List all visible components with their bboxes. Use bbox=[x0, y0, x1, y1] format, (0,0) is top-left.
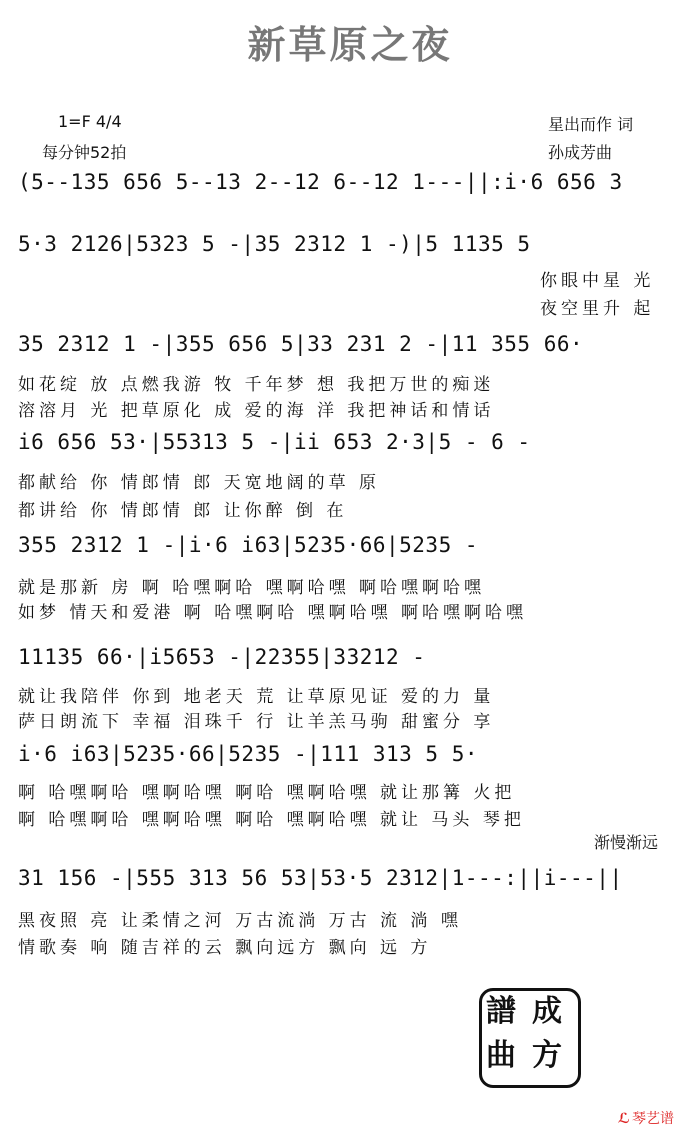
score-line-5: 355 2312 1 -|i·6 i63|5235·66|5235 - bbox=[18, 533, 479, 557]
watermark bbox=[618, 1108, 674, 1128]
lyric-line-3a: 如花绽 放 点燃我游 牧 千年梦 想 我把万世的痴迷 bbox=[18, 375, 495, 395]
lyric-line-8b: 情歌奏 响 随吉祥的云 飘向远方 飘向 远 方 bbox=[18, 938, 432, 958]
song-title: 新草原之夜 bbox=[247, 23, 453, 67]
tempo-annotation: 渐慢渐远 bbox=[594, 833, 659, 852]
lyric-line-6b: 萨日朗流下 幸福 泪珠千 行 让羊羔马驹 甜蜜分 享 bbox=[18, 712, 495, 732]
score-line-7: i·6 i63|5235·66|5235 -|111 313 5 5· bbox=[18, 742, 479, 766]
lyric-line-7a: 啊 哈嘿啊哈 嘿啊哈嘿 啊哈 嘿啊哈嘿 就让那篝 火把 bbox=[18, 783, 516, 803]
lyric-line-2a: 你眼中星 光 bbox=[540, 271, 655, 291]
lyric-line-4b: 都讲给 你 情郎情 郎 让你醉 倒 在 bbox=[18, 501, 348, 521]
lyric-line-7b: 啊 哈嘿啊哈 嘿啊哈嘿 啊哈 嘿啊哈嘿 就让 马头 琴把 bbox=[18, 810, 525, 830]
key-signature: 1=F 4/4 bbox=[58, 112, 122, 131]
seal-stamp bbox=[479, 988, 581, 1088]
seal-char: 方 bbox=[532, 1038, 562, 1073]
score-line-1: (5--135 656 5--13 2--12 6--12 1---||:i·6 656 3 bbox=[18, 170, 623, 194]
score-line-2: 5·3 2126|5323 5 -|35 2312 1 -)|5 1135 5 bbox=[18, 232, 531, 256]
seal-char: 曲 bbox=[486, 1038, 516, 1073]
score-line-8: 31 156 -|555 313 56 53|53·5 2312|1---:||i---|| bbox=[18, 866, 623, 890]
lyricist-credit: 星出而作 词 bbox=[548, 115, 634, 134]
lyric-line-5a: 就是那新 房 啊 哈嘿啊哈 嘿啊哈嘿 啊哈嘿啊哈嘿 bbox=[18, 578, 486, 598]
seal-char: 譜 bbox=[486, 994, 516, 1029]
score-line-3: 35 2312 1 -|355 656 5|33 231 2 -|11 355 66· bbox=[18, 332, 584, 356]
composer-credit: 孙成芳曲 bbox=[548, 143, 613, 162]
lyric-line-2b: 夜空里升 起 bbox=[540, 299, 655, 319]
lyric-line-5b: 如梦 情天和爱港 啊 哈嘿啊哈 嘿啊哈嘿 啊哈嘿啊哈嘿 bbox=[18, 603, 528, 623]
seal-char: 成 bbox=[532, 994, 562, 1029]
lyric-line-6a: 就让我陪伴 你到 地老天 荒 让草原见证 爱的力 量 bbox=[18, 687, 495, 707]
tempo-marking: 每分钟52拍 bbox=[42, 143, 127, 162]
score-line-4: i6 656 53·|55313 5 -|ii 653 2·3|5 - 6 - bbox=[18, 430, 531, 454]
watermark-logo-icon: ℒ bbox=[618, 1111, 630, 1127]
lyric-line-4a: 都献给 你 情郎情 郎 天宽地阔的草 原 bbox=[18, 473, 381, 493]
lyric-line-3b: 溶溶月 光 把草原化 成 爱的海 洋 我把神话和情话 bbox=[18, 401, 495, 421]
watermark-text: 琴艺谱 bbox=[632, 1111, 674, 1127]
score-line-6: 11135 66·|i5653 -|22355|33212 - bbox=[18, 645, 426, 669]
lyric-line-8a: 黑夜照 亮 让柔情之河 万古流淌 万古 流 淌 嘿 bbox=[18, 911, 462, 931]
